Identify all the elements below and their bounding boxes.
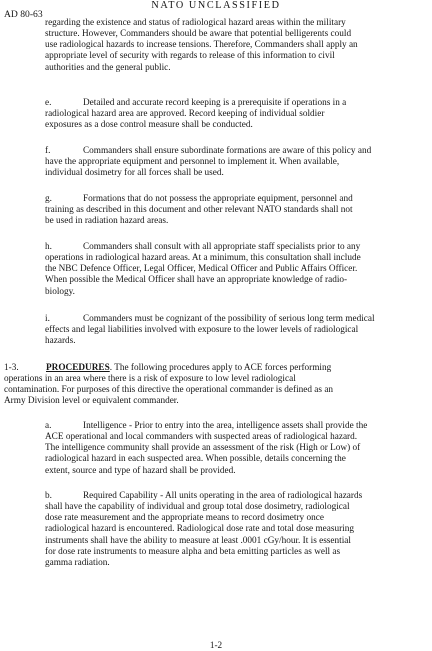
text-line: radiological hazard is encountered. Radiological dose rate and total dose measuring bbox=[45, 524, 354, 535]
text-line: be used in radiation hazard areas. bbox=[45, 216, 169, 227]
text-line: ACE operational and local commanders with suspected areas of radiological hazard. bbox=[45, 432, 358, 443]
text-line: radiological hazard area are approved. Record keeping of individual soldier bbox=[45, 109, 325, 120]
text-line: When possible the Medical Officer shall have an appropriate knowledge of radio- bbox=[45, 275, 348, 286]
paragraph-i bbox=[45, 314, 423, 347]
text-line: operations in radiological hazard areas. At a minimum, this consultation shall include bbox=[45, 253, 361, 264]
text-line: the NBC Defence Officer, Legal Officer, Medical Officer and Public Affairs Officer. bbox=[45, 264, 358, 275]
subparagraph-b bbox=[45, 491, 423, 569]
paragraph-label: h. bbox=[45, 242, 52, 252]
subparagraph-label: b. bbox=[45, 491, 52, 501]
paragraph-label: e. bbox=[45, 98, 52, 108]
paragraph-g bbox=[45, 194, 423, 227]
section-title: PROCEDURES bbox=[46, 363, 110, 373]
page-number: 1-2 bbox=[209, 640, 223, 650]
text-line: use radiological hazards to increase tensions. Therefore, Commanders shall apply an bbox=[45, 40, 358, 51]
subparagraph-a bbox=[45, 421, 423, 477]
text-line: effects and legal liabilities involved with exposure to the lower levels of radiological bbox=[45, 325, 359, 336]
text-line: Intelligence - Prior to entry into the area, intelligence assets shall provide the bbox=[83, 421, 368, 431]
text-line: hazards. bbox=[45, 336, 76, 347]
paragraph-f bbox=[45, 146, 423, 179]
section-procedures bbox=[4, 363, 423, 408]
text-line: The intelligence community shall provide an assessment of the risk (High or Low) of bbox=[45, 443, 361, 454]
text-line: gamma radiation. bbox=[45, 557, 110, 568]
paragraph-e bbox=[45, 98, 423, 131]
section-number: 1-3. bbox=[4, 363, 19, 373]
text-line: Army Division level or equivalent commander. bbox=[4, 396, 179, 407]
text-line: regarding the existence and status of radiological hazard areas within the military bbox=[45, 18, 346, 28]
paragraph-label: f. bbox=[45, 146, 51, 156]
text-line: instruments shall have the ability to measure at least .0001 cGy/hour. It is essential bbox=[45, 535, 351, 546]
text-line: contamination. For purposes of this directive the operational commander is defined as an bbox=[4, 385, 334, 396]
text-line: exposures as a dose control measure shall be conducted. bbox=[45, 120, 253, 131]
text-line: shall have the capability of individual and group total dose dosimetry, radiological bbox=[45, 502, 350, 513]
paragraph-label: i. bbox=[45, 314, 50, 324]
text-line: Commanders must be cognizant of the possibility of serious long term medical bbox=[83, 314, 375, 324]
continuation-paragraph bbox=[45, 18, 423, 74]
text-line: structure. However, Commanders should be aware that potential belligerents could bbox=[45, 29, 352, 40]
text-line: authorities and the general public. bbox=[45, 62, 171, 73]
text-line: extent, source and type of hazard shall be provided. bbox=[45, 465, 236, 476]
paragraph-label: g. bbox=[45, 194, 52, 204]
text-line: training as described in this document and other relevant NATO standards shall not bbox=[45, 205, 353, 216]
text-line: biology. bbox=[45, 286, 75, 297]
text-line: radiological hazard in each suspected area. When possible, details concerning the bbox=[45, 454, 346, 465]
paragraph-h bbox=[45, 242, 423, 298]
text-line: for dose rate instruments to measure alpha and beta emitting particles as well as bbox=[45, 546, 341, 557]
text-line: . The following procedures apply to ACE forces performing bbox=[109, 363, 332, 373]
text-line: Commanders shall ensure subordinate formations are aware of this policy and bbox=[83, 146, 372, 156]
text-line: Commanders shall consult with all appropriate staff specialists prior to any bbox=[83, 242, 361, 252]
text-line: Formations that do not possess the appropriate equipment, personnel and bbox=[83, 194, 353, 204]
text-line: Required Capability - All units operating in the area of radiological hazards bbox=[83, 491, 363, 501]
text-line: operations in an area where there is a risk of exposure to low level radiological bbox=[4, 374, 296, 385]
text-line: have the appropriate equipment and personnel to implement it. When available, bbox=[45, 157, 340, 168]
text-line: Detailed and accurate record keeping is a prerequisite if operations in a bbox=[83, 98, 347, 108]
document-reference: AD 80-63 bbox=[4, 9, 43, 20]
text-line: individual dosimetry for all forces shall be used. bbox=[45, 168, 224, 179]
subparagraph-label: a. bbox=[45, 421, 52, 431]
text-line: appropriate level of security with regards to release of this information to civil bbox=[45, 51, 335, 62]
classification-header: NATO UNCLASSIFIED bbox=[151, 0, 281, 11]
text-line: dose rate measurement and the appropriate means to record dosimetry once bbox=[45, 513, 324, 524]
